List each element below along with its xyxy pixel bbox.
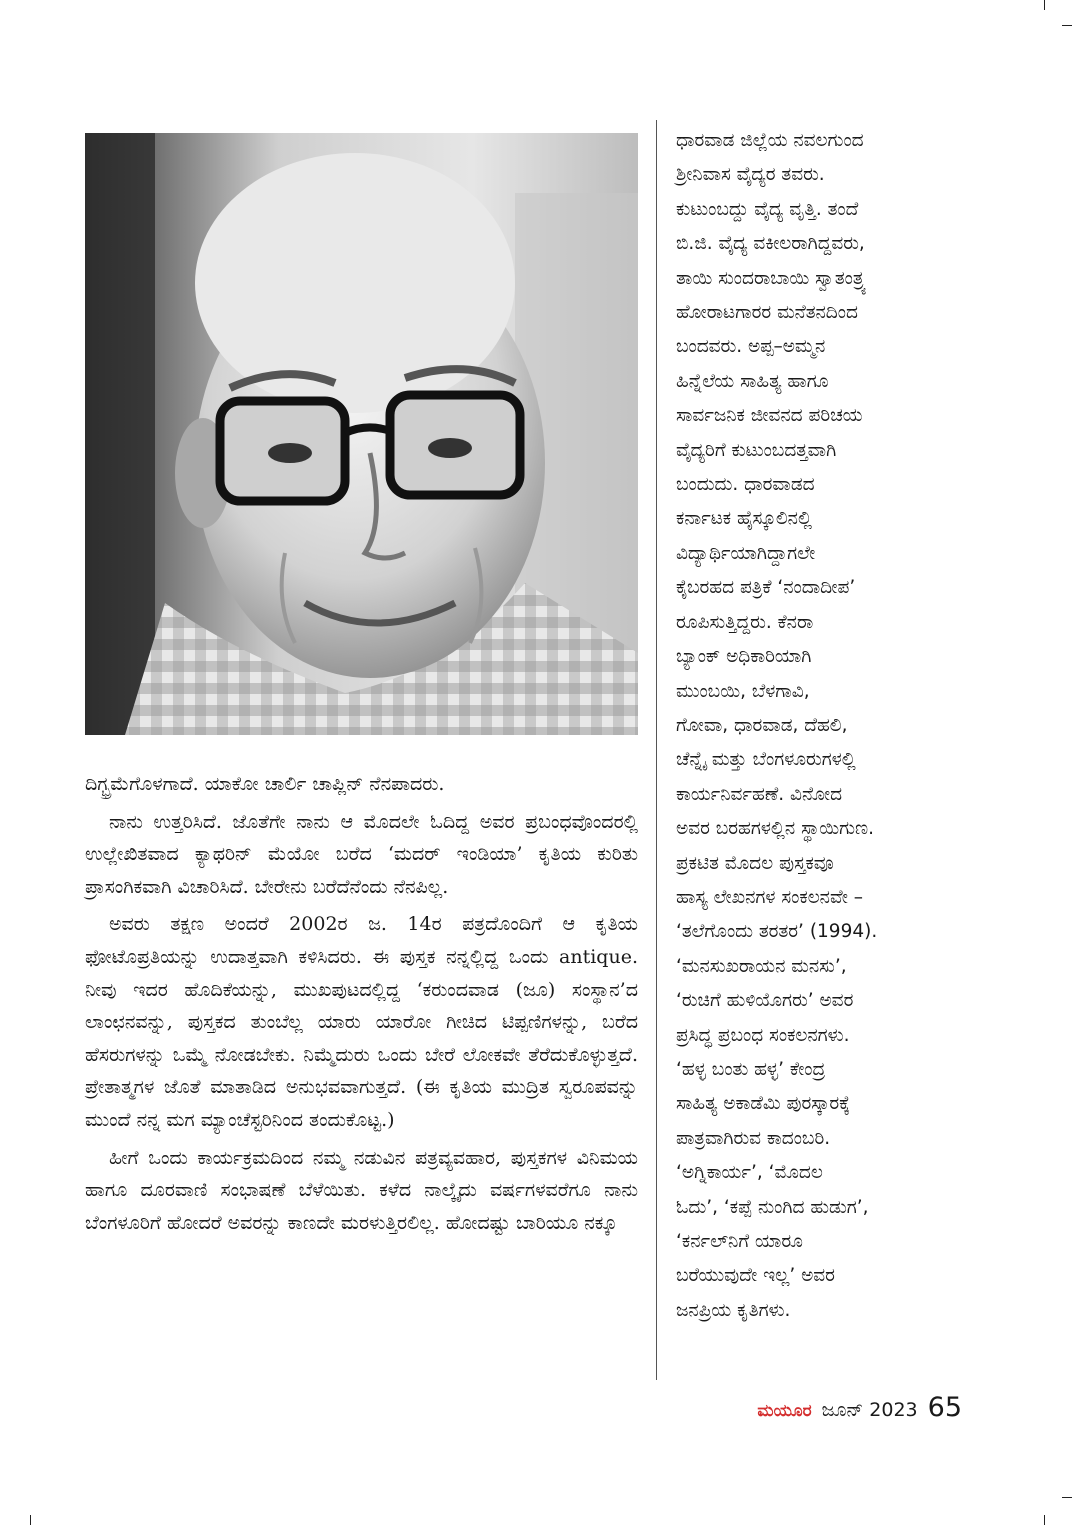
paragraph-4: ಹೀಗೆ ಒಂದು ಕಾರ್ಯಕ್ರಮದಿಂದ ನಮ್ಮ ನಡುವಿನ ಪತ್ರವ್ಯವಹಾರ, ಪುಸ್ತಕಗಳ ವಿನಿಮಯ ಹಾಗೂ ದೂರವಾಣಿ ಸಂಭಾಷಣೆ ಬೆಳೆಯಿತು. ಕಳೆದ ನಾಲ್ಕೈದು ವರ್ಷಗಳವರೆಗೂ ನಾನು ಬೆಂಗಳೂರಿಗೆ ಹೋದರೆ ಅವರನ್ನು ಕಾಣದೇ ಮರಳುತ್ತಿರಲಿಲ್ಲ. ಹೋದಷ್ಟು ಬಾರಿಯೂ ನಕ್ಕೂ <box>85 1146 638 1234</box>
sidebar-line: ಬಂದವರು. ಅಪ್ಪ–ಅಮ್ಮನ <box>676 336 826 358</box>
sidebar-line: ಚೆನ್ನೈ ಮತ್ತು ಬೆಂಗಳೂರುಗಳಲ್ಲಿ <box>676 749 856 771</box>
sidebar-line: ಸಾರ್ವಜನಿಕ ಜೀವನದ ಪರಿಚಯ <box>676 405 863 427</box>
article-main-column <box>85 768 638 1244</box>
biography-sidebar <box>676 124 976 1328</box>
sidebar-line: ‘ಕರ್ನಲ್‌ನಿಗೆ ಯಾರೂ <box>676 1231 803 1252</box>
crop-mark-top-right <box>1044 0 1045 10</box>
sidebar-line: ಅವರ ಬರಹಗಳಲ್ಲಿನ ಸ್ಥಾಯಿಗುಣ. <box>676 818 875 840</box>
sidebar-line: ಸಾಹಿತ್ಯ ಅಕಾಡೆಮಿ ಪುರಸ್ಕಾರಕ್ಕೆ <box>676 1093 851 1115</box>
sidebar-line: ಹಾಸ್ಯ ಲೇಖನಗಳ ಸಂಕಲನವೇ – <box>676 886 864 908</box>
sidebar-line: ‘ಹಳ್ಳ ಬಂತು ಹಳ್ಳ’ ಕೇಂದ್ರ <box>676 1058 826 1080</box>
author-portrait-photo <box>85 133 638 735</box>
sidebar-line: ಹೋರಾಟಗಾರರ ಮನೆತನದಿಂದ <box>676 302 858 324</box>
crop-mark-right-top <box>1062 25 1072 26</box>
sidebar-line: ವಿದ್ಯಾರ್ಥಿಯಾಗಿದ್ದಾಗಲೇ <box>676 542 816 564</box>
sidebar-line: ಪ್ರಸಿದ್ಧ ಪ್ರಬಂಧ ಸಂಕಲನಗಳು. <box>676 1024 850 1046</box>
sidebar-line: ಪ್ರಕಟಿತ ಮೊದಲ ಪುಸ್ತಕವೂ <box>676 852 834 874</box>
sidebar-line: ಮುಂಬಯಿ, ಬೆಳಗಾವಿ, <box>676 680 810 702</box>
magazine-name: ಮಯೂರ <box>757 1401 812 1421</box>
sidebar-line: ಶ್ರೀನಿವಾಸ ವೈದ್ಯರ ತವರು. <box>676 164 825 186</box>
crop-mark-bottom-left <box>30 1515 31 1525</box>
crop-mark-right-bottom <box>1062 1497 1072 1498</box>
sidebar-line: ಗೋವಾ, ಧಾರವಾಡ, ದೆಹಲಿ, <box>676 714 848 736</box>
sidebar-line: ಬರೆಯುವುದೇ ಇಲ್ಲ’ ಅವರ <box>676 1265 835 1287</box>
sidebar-line: ರೂಪಿಸುತ್ತಿದ್ದರು. ಕೆನರಾ <box>676 611 814 633</box>
sidebar-line: ಬ್ಯಾಂಕ್ ಅಧಿಕಾರಿಯಾಗಿ <box>676 646 812 668</box>
sidebar-line: ‘ಅಗ್ನಿಕಾರ್ಯ’, ‘ಮೊದಲ <box>676 1162 823 1184</box>
sidebar-line: ಕುಟುಂಬದ್ದು ವೈದ್ಯ ವೃತ್ತಿ. ತಂದೆ <box>676 198 859 220</box>
column-divider <box>656 120 657 1380</box>
page-number: 65 <box>927 1392 962 1423</box>
sidebar-line: ಕೈಬರಹದ ಪತ್ರಿಕೆ ‘ನಂದಾದೀಪ’ <box>676 577 856 599</box>
page-footer <box>757 1392 962 1423</box>
sidebar-line: ಓದು’, ‘ಕಪ್ಪೆ ನುಂಗಿದ ಹುಡುಗ’, <box>676 1196 869 1218</box>
sidebar-line: ಬಿ.ಜಿ. ವೈದ್ಯ ವಕೀಲರಾಗಿದ್ದವರು, <box>676 233 865 255</box>
sidebar-line: ಕಾರ್ಯನಿರ್ವಹಣೆ. ವಿನೋದ <box>676 783 843 805</box>
sidebar-line: ಕರ್ನಾಟಕ ಹೈಸ್ಕೂಲಿನಲ್ಲಿ <box>676 508 812 530</box>
paragraph-2: ನಾನು ಉತ್ತರಿಸಿದೆ. ಜೊತೆಗೇ ನಾನು ಆ ಮೊದಲೇ ಓದಿದ್ದ ಅವರ ಪ್ರಬಂಧವೊಂದರಲ್ಲಿ ಉಲ್ಲೇಖಿತವಾದ ಕ್ಯಾಥರಿನ್ ಮೆಯೋ ಬರೆದ ‘ಮದರ್ ಇಂಡಿಯಾ’ ಕೃತಿಯ ಕುರಿತು ಪ್ರಾಸಂಗಿಕವಾಗಿ ವಿಚಾರಿಸಿದೆ. ಬೇರೇನು ಬರೆದೆನೆಂದು ನೆನಪಿಲ್ಲ. <box>85 810 638 898</box>
paragraph-3: ಅವರು ತಕ್ಷಣ ಅಂದರೆ 2002ರ ಜ. 14ರ ಪತ್ರದೊಂದಿಗೆ ಆ ಕೃತಿಯ ಫೋಟೊಪ್ರತಿಯನ್ನು ಉದಾತ್ತವಾಗಿ ಕಳಿಸಿದರು. ಈ ಪುಸ್ತಕ ನನ್ನಲ್ಲಿದ್ದ ಒಂದು antique. ನೀವು ಇದರ ಹೊದಿಕೆಯನ್ನು, ಮುಖಪುಟದಲ್ಲಿದ್ದ ‘ಕರುಂದವಾಡ (ಜೂ) ಸಂಸ್ಥಾನ’ದ ಲಾಂಛನವನ್ನು, ಪುಸ್ತಕದ ತುಂಬೆಲ್ಲ ಯಾರು ಯಾರೋ ಗೀಚಿದ ಟಿಪ್ಪಣಿಗಳನ್ನು, ಬರೆದ ಹೆಸರುಗಳನ್ನು ಒಮ್ಮೆ ನೋಡಬೇಕು. ನಿಮ್ಮೆದುರು ಒಂದು ಬೇರೆ ಲೋಕವೇ ತೆರೆದುಕೊಳ್ಳುತ್ತದೆ. ಪ್ರೇತಾತ್ಮಗಳ ಜೊತೆ ಮಾತಾಡಿದ ಅನುಭವವಾಗುತ್ತದೆ. (ಈ ಕೃತಿಯ ಮುದ್ರಿತ ಸ್ವರೂಪವನ್ನು ಮುಂದೆ ನನ್ನ ಮಗ ಮ್ಯಾಂಚೆಸ್ಟರಿನಿಂದ ತಂದುಕೊಟ್ಟ.) <box>85 913 638 1131</box>
sidebar-line: ವೈದ್ಯರಿಗೆ ಕುಟುಂಬದತ್ತವಾಗಿ <box>676 439 837 461</box>
sidebar-line: ‘ತಲೆಗೊಂದು ತರತರ’ (1994). <box>676 921 878 943</box>
paragraph-1: ದಿಗ್ಭ್ರಮೆಗೊಳಗಾದೆ. ಯಾಕೋ ಚಾರ್ಲಿ ಚಾಪ್ಲಿನ್ ನೆನಪಾದರು. <box>85 773 445 795</box>
sidebar-line: ಪಾತ್ರವಾಗಿರುವ ಕಾದಂಬರಿ. <box>676 1127 831 1149</box>
sidebar-line: ‘ರುಚಿಗೆ ಹುಳಿಯೊಗರು’ ಅವರ <box>676 990 854 1012</box>
sidebar-line: ‘ಮನಸುಖರಾಯನ ಮನಸು’, <box>676 955 847 977</box>
issue-date: ಜೂನ್ 2023 <box>821 1399 918 1421</box>
sidebar-line: ತಾಯಿ ಸುಂದರಾಬಾಯಿ ಸ್ವಾತಂತ್ರ್ಯ <box>676 267 867 289</box>
crop-mark-bottom-right <box>1044 1515 1045 1525</box>
sidebar-line: ಜನಪ್ರಿಯ ಕೃತಿಗಳು. <box>676 1299 791 1321</box>
sidebar-line: ಹಿನ್ನೆಲೆಯ ಸಾಹಿತ್ಯ ಹಾಗೂ <box>676 370 829 392</box>
sidebar-line: ಧಾರವಾಡ ಜಿಲ್ಲೆಯ ನವಲಗುಂದ <box>676 130 864 151</box>
sidebar-line: ಬಂದುದು. ಧಾರವಾಡದ <box>676 474 815 496</box>
